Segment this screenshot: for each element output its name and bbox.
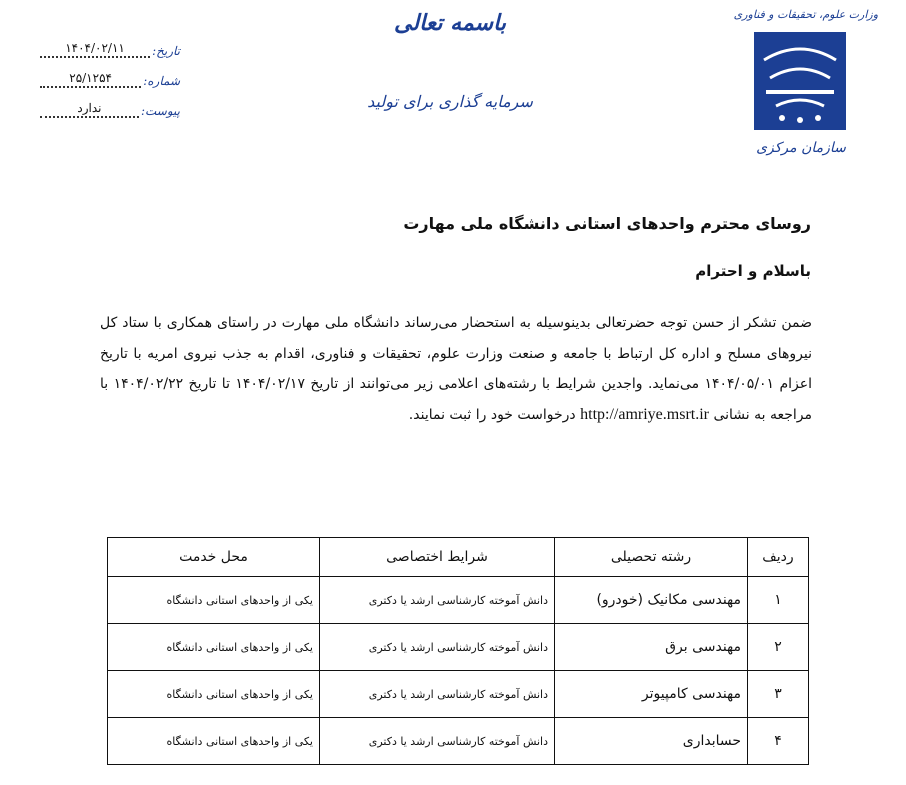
body-text-1: ضمن تشکر از حسن توجه حضرتعالی بدینوسیله به استحضار می‌رساند دانشگاه ملی مهارت در راستای همکاری با ستاد کل نیروهای مسلح و اداره کل ارتباط با جامعه و صنعت وزارت علوم، تحقیقات و فناوری، اقدام به جذب نیروی امریه با تاریخ اعزام ۱۴۰۴/۰۵/۰۱ می‌نماید. واجدین شرایط با رشته‌های اعلامی زیر می‌توانند از تاریخ ۱۴۰۴/۰۲/۱۷ تا تاریخ ۱۴۰۴/۰۲/۲۲ با مراجعه به نشانی <box>100 315 812 423</box>
place-cell: یکی از واحدهای استانی دانشگاه <box>108 671 320 718</box>
row-number: ۴ <box>748 718 809 765</box>
date-row <box>40 28 180 58</box>
table-row <box>108 624 809 671</box>
date-label: تاریخ: <box>152 44 180 58</box>
field-cell: حسابداری <box>555 718 748 765</box>
registration-link[interactable]: http://amriye.msrt.ir <box>580 405 709 423</box>
place-cell: یکی از واحدهای استانی دانشگاه <box>108 577 320 624</box>
body-text-2: درخواست خود را ثبت نمایند. <box>408 406 576 423</box>
table-row <box>108 577 809 624</box>
letter-meta <box>40 28 180 118</box>
university-logo <box>752 30 848 132</box>
place-cell: یکی از واحدهای استانی دانشگاه <box>108 718 320 765</box>
header-place: محل خدمت <box>108 538 320 577</box>
header-field: رشته تحصیلی <box>555 538 748 577</box>
attachment-row <box>40 88 180 118</box>
condition-cell: دانش آموخته کارشناسی ارشد یا دکتری <box>320 624 555 671</box>
greeting-line: باسلام و احترام <box>695 262 811 280</box>
table-row <box>108 671 809 718</box>
slogan: سرمایه گذاری برای تولید <box>367 92 533 111</box>
attachment-value: ندارد <box>40 101 139 118</box>
row-number: ۲ <box>748 624 809 671</box>
org-name: سازمان مرکزی <box>756 140 846 156</box>
place-cell: یکی از واحدهای استانی دانشگاه <box>108 624 320 671</box>
ministry-name: وزارت علوم، تحقیقات و فناوری <box>733 8 878 21</box>
attachment-label: پیوست: <box>140 104 180 118</box>
condition-cell: دانش آموخته کارشناسی ارشد یا دکتری <box>320 577 555 624</box>
header-row-number: ردیف <box>748 538 809 577</box>
condition-cell: دانش آموخته کارشناسی ارشد یا دکتری <box>320 718 555 765</box>
header-condition: شرایط اختصاصی <box>320 538 555 577</box>
row-number: ۳ <box>748 671 809 718</box>
field-cell: مهندسی کامپیوتر <box>555 671 748 718</box>
table-row <box>108 718 809 765</box>
row-number: ۱ <box>748 577 809 624</box>
letter-body <box>100 308 812 430</box>
date-value: ۱۴۰۴/۰۲/۱۱ <box>40 41 150 58</box>
positions-table <box>107 537 809 765</box>
field-cell: مهندسی مکانیک (خودرو) <box>555 577 748 624</box>
bismillah-heading: باسمه تعالی <box>394 10 506 36</box>
table-header-row <box>108 538 809 577</box>
condition-cell: دانش آموخته کارشناسی ارشد یا دکتری <box>320 671 555 718</box>
number-value: ۲۵/۱۲۵۴ <box>40 71 141 88</box>
field-cell: مهندسی برق <box>555 624 748 671</box>
number-label: شماره: <box>143 74 180 88</box>
recipient-line: روسای محترم واحدهای استانی دانشگاه ملی مهارت <box>403 214 811 233</box>
number-row <box>40 58 180 88</box>
